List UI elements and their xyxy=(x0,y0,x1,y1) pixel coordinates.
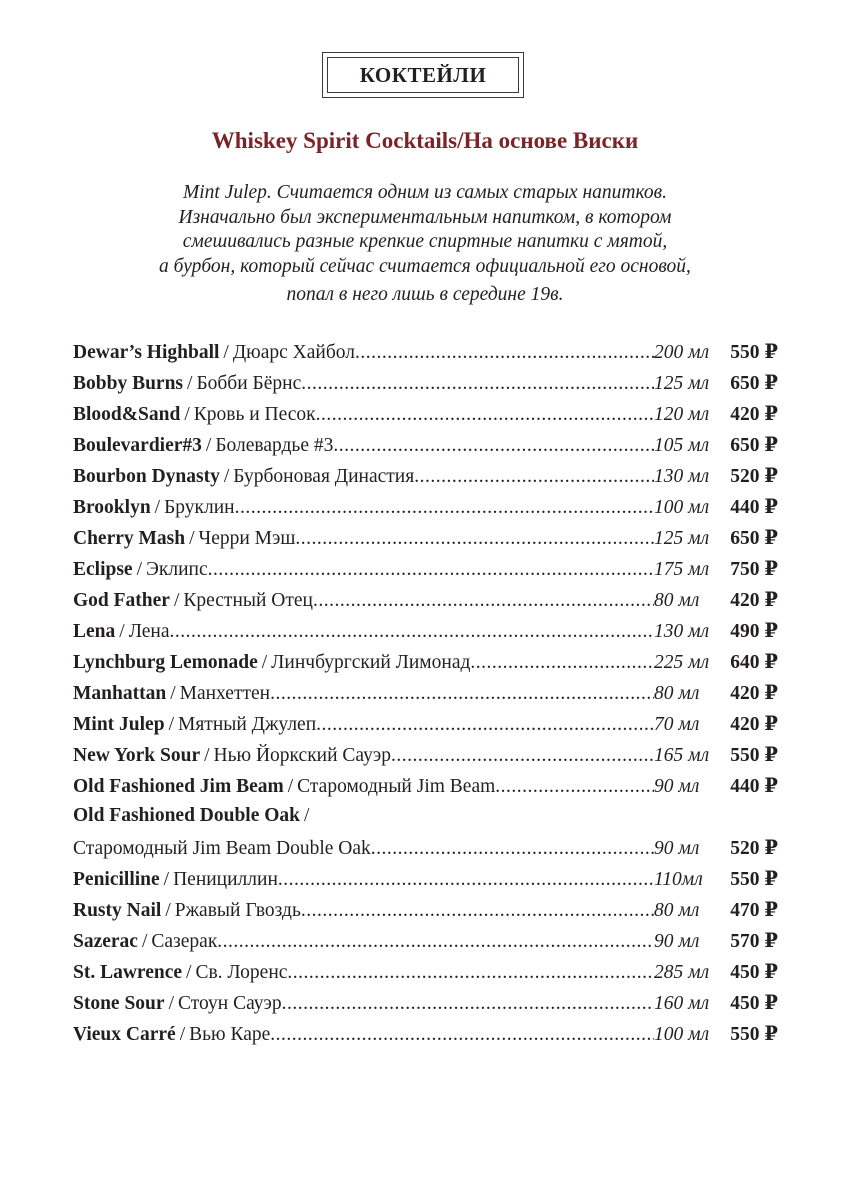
item-name-ru: Бруклин xyxy=(164,497,235,518)
item-separator: / xyxy=(304,805,310,826)
menu-row xyxy=(73,340,778,371)
dot-leader xyxy=(301,900,654,922)
item-name: New York Sour xyxy=(73,745,201,766)
item-price: 440 ₽ xyxy=(730,497,778,518)
item-price: 750 ₽ xyxy=(730,559,778,580)
item-name: Penicilline xyxy=(73,869,160,890)
item-name: Stone Sour xyxy=(73,993,165,1014)
item-name-ru: Манхеттен xyxy=(179,683,271,704)
title-frame xyxy=(322,52,524,98)
item-separator: / xyxy=(154,497,161,518)
item-separator: / xyxy=(184,404,190,425)
dot-leader xyxy=(495,776,654,798)
dot-leader xyxy=(355,342,654,364)
page-title: КОКТЕЙЛИ xyxy=(327,57,519,93)
item-name-ru: Бобби Бёрнс xyxy=(196,373,302,394)
item-name-ru: Нью Йоркский Сауэр xyxy=(213,745,391,766)
item-volume: 110мл xyxy=(654,869,703,890)
dot-leader xyxy=(470,652,654,674)
item-volume: 80 мл xyxy=(654,683,700,704)
item-price: 520 ₽ xyxy=(730,838,778,859)
item-name-ru: Эклипс xyxy=(146,559,208,580)
item-volume: 90 мл xyxy=(654,931,700,952)
dot-leader xyxy=(217,931,654,953)
item-name-ru: Ржавый Гвоздь xyxy=(174,900,301,921)
item-volume: 105 мл xyxy=(654,435,710,456)
menu-row xyxy=(73,402,778,433)
item-name: Brooklyn xyxy=(73,497,151,518)
menu-row xyxy=(73,712,778,743)
menu-row xyxy=(73,960,778,991)
menu-row xyxy=(73,588,778,619)
item-name-ru: Кровь и Песок xyxy=(193,404,316,425)
dot-leader xyxy=(371,838,654,860)
item-name: Bourbon Dynasty xyxy=(73,466,220,487)
item-name: Old Fashioned Jim Beam xyxy=(73,776,284,797)
dot-leader xyxy=(414,466,654,488)
menu-row xyxy=(73,433,778,464)
cocktail-list xyxy=(73,340,778,1053)
item-separator: / xyxy=(173,590,180,611)
item-separator: / xyxy=(141,931,148,952)
dot-leader xyxy=(301,373,654,395)
menu-row xyxy=(73,929,778,960)
item-name-ru: Пенициллин xyxy=(173,869,278,890)
dot-leader xyxy=(270,1024,654,1046)
item-price: 550 ₽ xyxy=(730,745,778,766)
intro-line: смешивались разные крепкие спиртные напитки с мятой, xyxy=(182,231,668,252)
item-separator: / xyxy=(204,745,210,766)
item-separator: / xyxy=(136,559,143,580)
item-name-ru: Вью Каре xyxy=(189,1024,271,1045)
item-price: 490 ₽ xyxy=(730,621,778,642)
item-name: Old Fashioned Double Oak xyxy=(73,805,301,826)
menu-row xyxy=(73,495,778,526)
intro-line: а бурбон, который сейчас считается официальной его основой, xyxy=(159,255,691,277)
dot-leader xyxy=(235,497,654,519)
item-name-ru: Лена xyxy=(128,621,170,642)
dot-leader xyxy=(170,621,654,643)
item-name: Rusty Nail xyxy=(73,900,162,921)
item-name: St. Lawrence xyxy=(73,962,183,983)
menu-row xyxy=(73,836,778,867)
item-price: 550 ₽ xyxy=(730,342,778,363)
item-separator: / xyxy=(170,683,176,704)
item-volume: 100 мл xyxy=(654,497,710,518)
menu-row xyxy=(73,867,778,898)
item-name-ru: Старомодный Jim Beam Double Oak xyxy=(73,838,371,859)
item-separator: / xyxy=(119,621,125,642)
item-name: Sazerac xyxy=(73,931,138,952)
item-price: 650 ₽ xyxy=(730,435,778,456)
dot-leader xyxy=(313,590,654,612)
intro-line: Mint Julep. Считается одним из самых старых напитков. xyxy=(183,182,667,203)
menu-row xyxy=(73,743,778,774)
item-name: Mint Julep xyxy=(73,714,165,735)
menu-row xyxy=(73,371,778,402)
menu-row xyxy=(73,681,778,712)
intro-line: Изначально был экспериментальным напитком, в котором xyxy=(178,206,672,228)
menu-row xyxy=(73,1022,778,1053)
item-separator: / xyxy=(223,342,229,363)
item-name: Bobby Burns xyxy=(73,373,184,394)
item-volume: 80 мл xyxy=(654,900,700,921)
item-name: Cherry Mash xyxy=(73,528,186,549)
item-price: 440 ₽ xyxy=(730,776,778,797)
item-separator: / xyxy=(168,714,174,735)
dot-leader xyxy=(391,745,654,767)
item-name-ru: Стоун Сауэр xyxy=(177,993,282,1014)
item-price: 450 ₽ xyxy=(730,962,778,983)
item-price: 520 ₽ xyxy=(730,466,778,487)
item-price: 420 ₽ xyxy=(730,714,778,735)
item-volume: 200 мл xyxy=(654,342,710,363)
dot-leader xyxy=(316,714,654,736)
item-name: God Father xyxy=(73,590,170,611)
item-name-ru: Болевардье #3 xyxy=(215,435,334,456)
item-volume: 130 мл xyxy=(654,621,710,642)
item-name: Lena xyxy=(73,621,116,642)
item-separator: / xyxy=(179,1024,186,1045)
intro-line: попал в него лишь в середине 19в. xyxy=(286,284,564,305)
section-heading: Whiskey Spirit Cocktails/На основе Виски xyxy=(211,128,639,153)
dot-leader xyxy=(333,435,654,457)
dot-leader xyxy=(295,528,654,550)
dot-leader xyxy=(270,683,654,705)
item-volume: 285 мл xyxy=(654,962,710,983)
item-name-ru: Старомодный Jim Beam xyxy=(297,776,496,797)
dot-leader xyxy=(287,962,654,984)
item-separator: / xyxy=(261,652,268,673)
item-name-ru: Линчбургский Лимонад xyxy=(271,652,471,673)
item-name: Eclipse xyxy=(73,559,133,580)
item-volume: 80 мл xyxy=(654,590,700,611)
item-name: Blood&Sand xyxy=(73,404,181,425)
item-name-ru: Св. Лоренс xyxy=(195,962,288,983)
menu-row xyxy=(73,774,778,805)
dot-leader xyxy=(282,993,654,1015)
menu-row xyxy=(73,526,778,557)
item-volume: 165 мл xyxy=(654,745,710,766)
item-name: Vieux Carré xyxy=(73,1024,176,1045)
item-separator: / xyxy=(189,528,195,549)
item-separator: / xyxy=(287,776,294,797)
item-name-ru: Черри Мэш xyxy=(198,528,296,549)
item-separator: / xyxy=(223,466,230,487)
item-name-ru: Бурбоновая Династия xyxy=(233,466,415,487)
item-name-ru: Мятный Джулеп xyxy=(177,714,317,735)
item-separator: / xyxy=(205,435,212,456)
menu-row xyxy=(73,619,778,650)
item-name: Manhattan xyxy=(73,683,167,704)
item-separator: / xyxy=(186,962,192,983)
item-price: 420 ₽ xyxy=(730,683,778,704)
item-name: Lynchburg Lemonade xyxy=(73,652,258,673)
item-volume: 90 мл xyxy=(654,838,700,859)
item-price: 420 ₽ xyxy=(730,404,778,425)
item-name-ru: Дюарс Хайбол xyxy=(232,342,355,363)
menu-row xyxy=(73,464,778,495)
item-volume: 125 мл xyxy=(654,373,710,394)
item-volume: 175 мл xyxy=(654,559,710,580)
item-price: 550 ₽ xyxy=(730,1024,778,1045)
item-name-ru: Сазерак xyxy=(151,931,218,952)
item-separator: / xyxy=(168,993,174,1014)
item-volume: 70 мл xyxy=(654,714,700,735)
item-volume: 130 мл xyxy=(654,466,710,487)
item-price: 470 ₽ xyxy=(730,900,778,921)
menu-row xyxy=(73,650,778,681)
dot-leader xyxy=(278,869,654,891)
item-price: 450 ₽ xyxy=(730,993,778,1014)
dot-leader xyxy=(208,559,654,581)
dot-leader xyxy=(316,404,654,426)
menu-row xyxy=(73,557,778,588)
item-volume: 120 мл xyxy=(654,404,710,425)
item-price: 420 ₽ xyxy=(730,590,778,611)
item-name: Boulevardier#3 xyxy=(73,435,202,456)
item-price: 570 ₽ xyxy=(730,931,778,952)
item-volume: 125 мл xyxy=(654,528,710,549)
item-volume: 90 мл xyxy=(654,776,700,797)
intro-text xyxy=(60,181,790,308)
item-volume: 225 мл xyxy=(654,652,710,673)
item-separator: / xyxy=(165,900,171,921)
item-volume: 160 мл xyxy=(654,993,710,1014)
item-name: Dewar’s Highball xyxy=(73,342,220,363)
item-separator: / xyxy=(163,869,170,890)
menu-row xyxy=(73,805,778,836)
menu-row xyxy=(73,991,778,1022)
item-price: 650 ₽ xyxy=(730,528,778,549)
item-price: 650 ₽ xyxy=(730,373,778,394)
item-name-ru: Крестный Отец xyxy=(183,590,313,611)
item-price: 640 ₽ xyxy=(730,652,778,673)
menu-row xyxy=(73,898,778,929)
item-price: 550 ₽ xyxy=(730,869,778,890)
item-separator: / xyxy=(187,373,193,394)
item-volume: 100 мл xyxy=(654,1024,710,1045)
